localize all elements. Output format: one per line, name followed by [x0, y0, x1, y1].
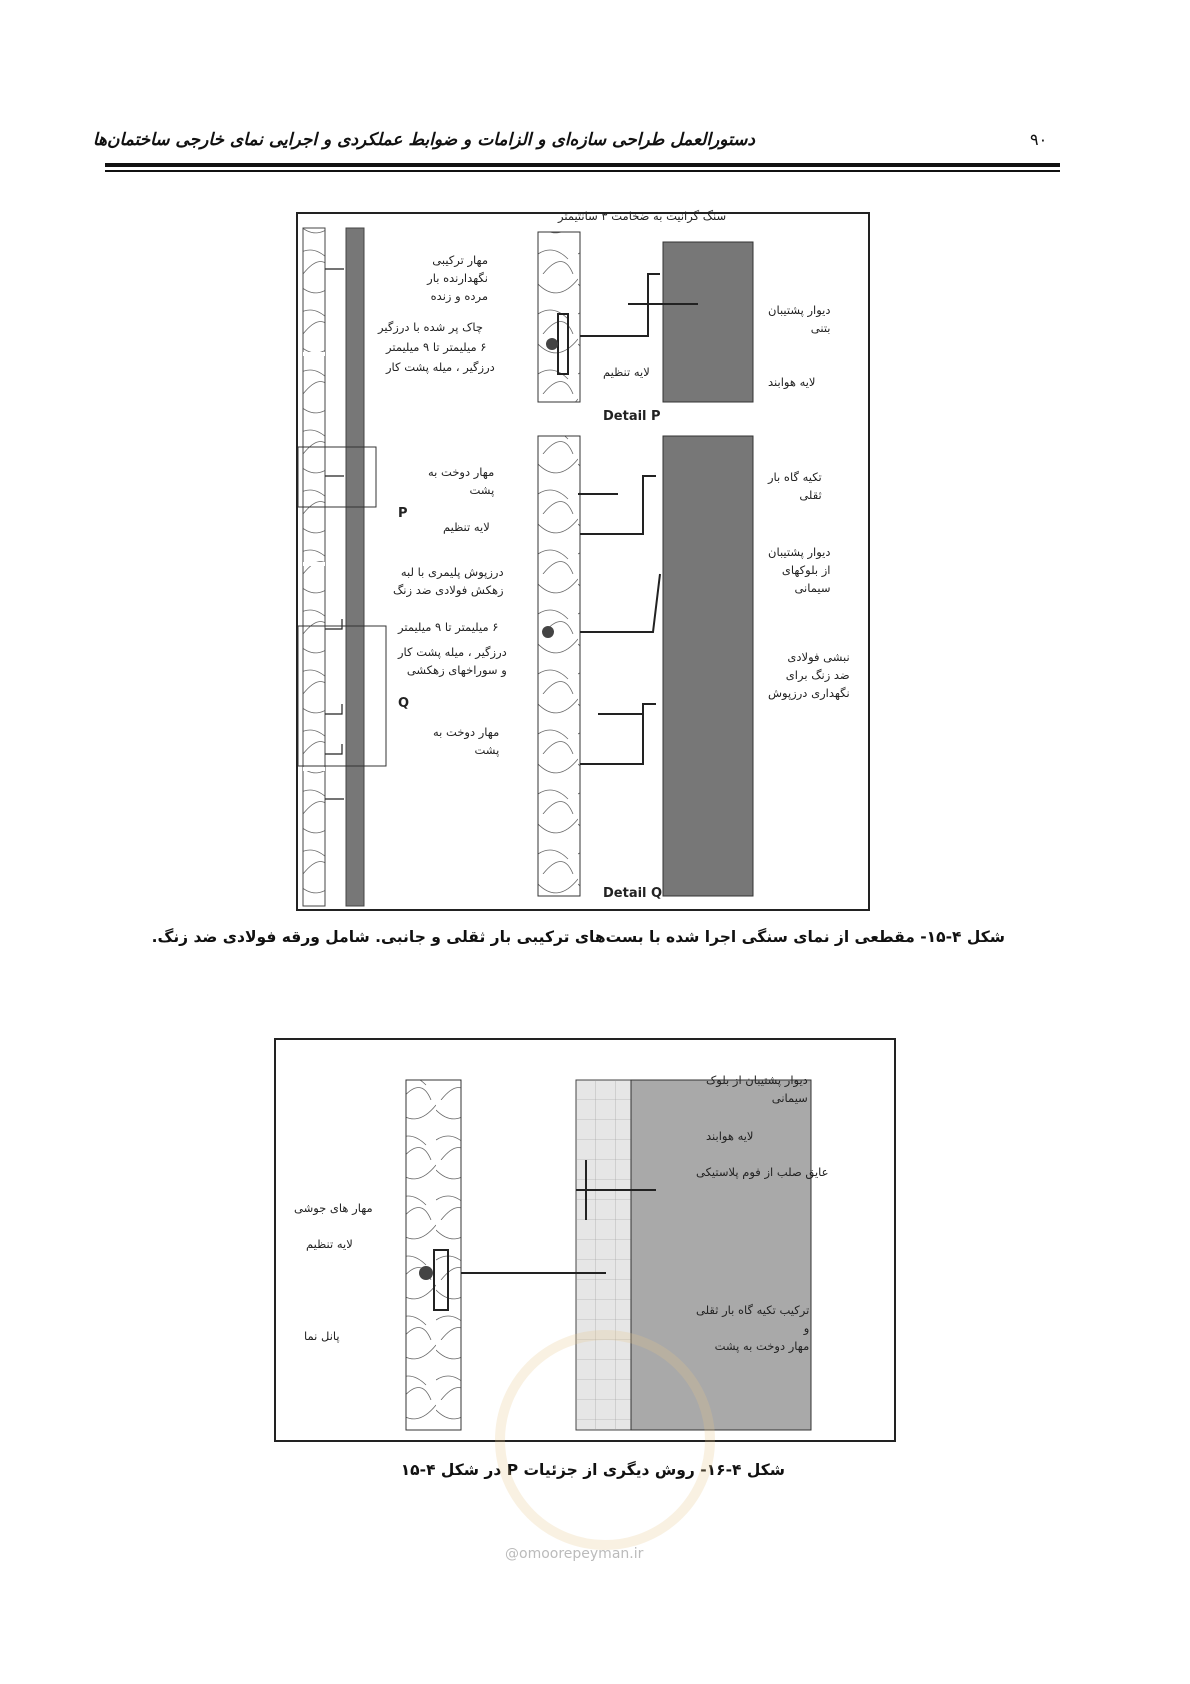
label-q-marker: Q	[398, 696, 410, 711]
page-number: ۹۰	[1030, 130, 1048, 149]
label-leveling-layer: لایه تنظیم	[603, 365, 650, 379]
label-detail-p: Detail P	[603, 409, 661, 424]
label-leveling-layer-3: لایه تنظیم	[306, 1237, 353, 1251]
label-air-layer: لایه هوابند	[768, 375, 816, 389]
label-granite: سنگ گرانیت به ضخامت ۳ سانتیمتر	[558, 209, 727, 223]
label-air-layer-2: لایه هوابند	[706, 1129, 754, 1143]
label-caulk-filled: چاک پر شده با درزگیر	[378, 320, 483, 334]
label-combined-anchor: مهار ترکیبی نگهدارنده بار مرده و زنده	[427, 253, 488, 303]
figure-4-16-caption: شکل ۴-۱۶- روش دیگری از جزئیات P در شکل ۴-۱۵	[400, 1461, 785, 1479]
label-gravity-support: تکیه گاه بار ثقلی	[768, 470, 822, 502]
label-backup-wall: دیوار پشتیبان از بلوک سیمانی	[706, 1073, 808, 1105]
label-gap-6-9: ۶ میلیمتر تا ۹ میلیمتر	[386, 340, 487, 354]
label-joint-cover: درزپوش پلیمری با لبه زهکش فولادی ضد زنگ	[393, 565, 504, 597]
footer-site: @omoorepeyman.ir	[505, 1546, 644, 1562]
running-header-title: دستورالعمل طراحی سازه‌ای و الزامات و ضوابط عملکردی و اجرایی نمای خارجی ساختمان‌ها	[92, 130, 755, 150]
watermark-seal	[495, 1330, 715, 1550]
header-rule-thin	[105, 170, 1060, 172]
label-p-marker: P	[398, 506, 408, 521]
label-backup-wall-cement: دیوار پشتیبان از بلوکهای سیمانی	[768, 545, 831, 595]
label-back-tie-anchor: مهار دوخت به پشت	[428, 465, 495, 497]
label-leveling-layer-2: لایه تنظیم	[443, 520, 490, 534]
figure-4-15	[296, 209, 870, 911]
header-rule	[105, 163, 1060, 167]
label-sealant-backer: درزگیر ، میله پشت کار	[386, 360, 495, 374]
label-welded-anchors: مهار های جوشی	[294, 1201, 373, 1215]
label-gravity-support-combo: ترکیب تکیه گاه بار ثقلی و مهار دوخت به پشت	[696, 1303, 810, 1353]
label-backup-wall-concrete: دیوار پشتیبان بتنی	[768, 303, 831, 335]
label-gap-6-9-b: ۶ میلیمتر تا ۹ میلیمتر	[398, 620, 499, 634]
label-back-tie-anchor-2: مهار دوخت به پشت	[433, 725, 500, 757]
figure-4-15-caption: شکل ۴-۱۵- مقطعی از نمای سنگی اجرا شده با بست‌های ترکیبی بار ثقلی و جانبی. شامل ورقه فولادی ضد زنگ.	[151, 928, 1005, 946]
label-steel-angle: نبشی فولادی ضد زنگ برای نگهداری درزپوش	[768, 650, 850, 700]
label-detail-q: Detail Q	[603, 886, 663, 901]
label-rigid-insulation: عایق صلب از فوم پلاستیکی	[696, 1165, 829, 1179]
label-facade-panel: پانل نما	[304, 1329, 340, 1343]
label-sealant-backer-weep: درزگیر ، میله پشت کار و سوراخهای زهکشی	[398, 645, 507, 677]
